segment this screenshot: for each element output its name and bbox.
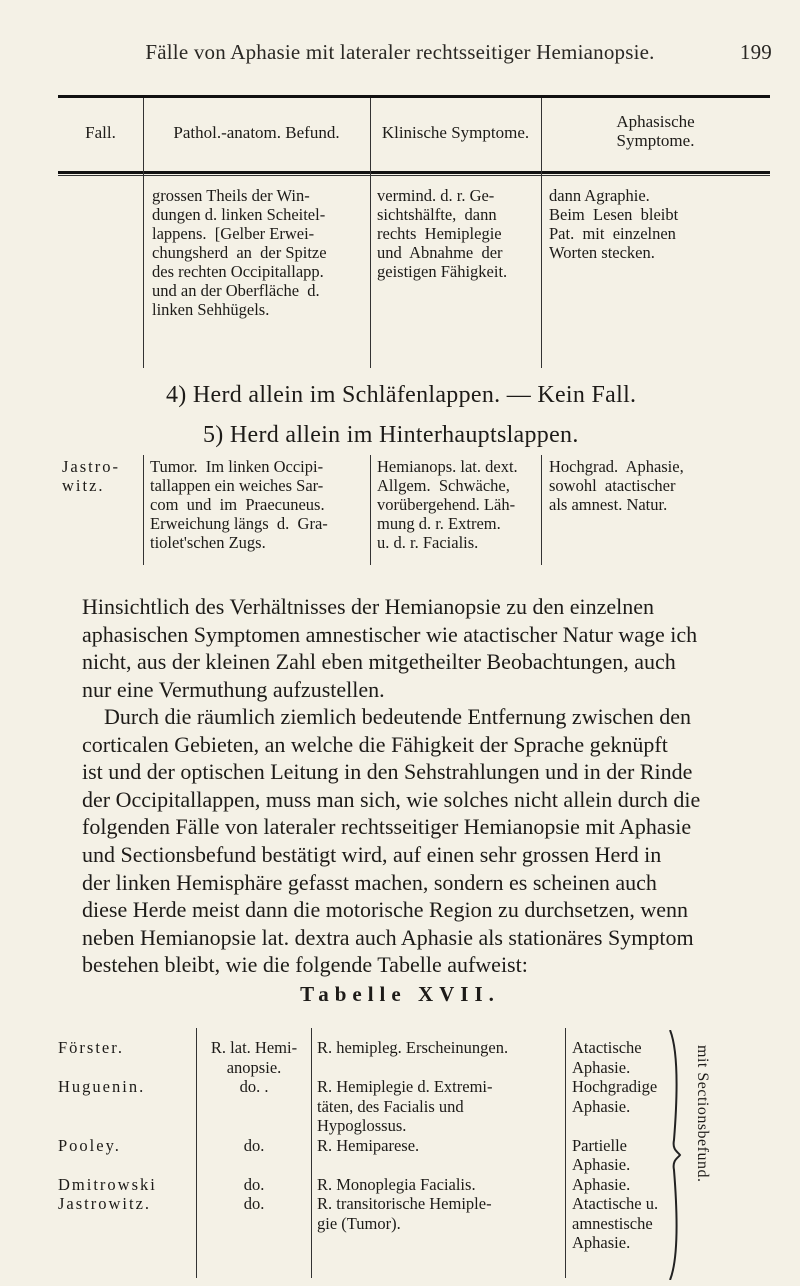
table2-names: Förster. Huguenin. Pooley. Dmitrowski Jastrowitz. [58, 1038, 157, 1213]
row2-aphasisch: Hochgrad. Aphasie, sowohl atactischer als amnest. Natur. [549, 457, 684, 514]
row2-klinisch: Hemianops. lat. dext. Allgem. Schwäche, vorübergehend. Läh- mung d. r. Extrem. u. d. r. Facialis. [377, 457, 518, 552]
column-divider [370, 455, 371, 565]
row1-befund: grossen Theils der Win- dungen d. linken Scheitel- lappens. [Gelber Erwei- chungsherd an der Spitze des rechten Occipitallapp. und an der Oberfläche d. linken Sehhügels. [152, 186, 327, 319]
table2-hemianopsie: R. lat. Hemi- anopsie. do. . do. do. do. [210, 1038, 298, 1213]
row2-fall: Jastro- witz. [62, 457, 120, 495]
table2-aphasia: Atactische Aphasie. Hochgradige Aphasie. Partielle Aphasie. Aphasie. Atactische u. amnestische Aphasie. [572, 1038, 659, 1252]
row1-klinisch: vermind. d. r. Ge- sichtshälfte, dann rechts Hemiplegie und Abnahme der geistigen Fähigkeit. [377, 186, 508, 281]
table-header-rule [58, 171, 770, 174]
column-header-aphasisch: Aphasische Symptome. [616, 112, 695, 150]
section-5-heading: 5) Herd allein im Hinterhauptslappen. [203, 422, 579, 448]
side-note: mit Sectionsbefund. [694, 1045, 711, 1183]
table-header-rule-thin [58, 175, 770, 176]
column-header-fall: Fall. [85, 123, 116, 142]
column-divider [143, 455, 144, 565]
table-title: Tabelle XVII. [300, 982, 500, 1006]
column-divider [196, 1028, 197, 1278]
paragraph-1: Hinsichtlich des Verhältnisses der Hemianopsie zu den einzelnen aphasischen Symptomen amnestischer wie atactischer Natur wage ich nicht, aus der kleinen Zahl eben mitgetheilter Beobachtungen, auch nur eine Vermuthung aufzustellen. [82, 594, 698, 702]
row2-befund: Tumor. Im linken Occipi- tallappen ein weiches Sar- com und im Praecuneus. Erweichung längs d. Gra- tiolet'schen Zugs. [150, 457, 328, 552]
running-title: Fälle von Aphasie mit lateraler rechtsseitiger Hemianopsie. [145, 40, 655, 64]
paragraph-2: Durch die räumlich ziemlich bedeutende Entfernung zwischen den corticalen Gebieten, an welche die Fähigkeit der Sprache geknüpft ist und der optischen Leitung in den Sehstrahlungen und in der Rinde der Occipitallappen, muss man sich, wie solches nicht allein durch die folgenden Fälle von lateraler rechtsseitiger Hemianopsie mit Aphasie und Sectionsbefund bestätigt wird, auf einen sehr grossen Herd in der linken Hemisphäre gefasst machen, sondern es scheinen auch diese Herde meist dann die motorische Region zu durchsetzen, wenn neben Hemianopsie lat. dextra auch Aphasie als stationäres Symptom bestehen bleibt, wie die folgende Tabelle aufweist: [82, 704, 701, 978]
column-divider [541, 455, 542, 565]
running-header [0, 40, 800, 65]
section-4-heading: 4) Herd allein im Schläfenlappen. — Kein Fall. [166, 382, 637, 408]
column-header-klinisch: Klinische Symptome. [381, 123, 530, 142]
brace [668, 1030, 682, 1280]
page-number: 199 [739, 40, 772, 64]
column-header-befund: Pathol.-anatom. Befund. [173, 123, 340, 142]
table2-paralysis: R. hemipleg. Erscheinungen. R. Hemiplegie d. Extremi- täten, des Facialis und Hypoglossus. R. Hemiparese. R. Monoplegia Facialis. R. transitorische Hemiple- gie (Tumor). [317, 1038, 509, 1233]
row1-aphasisch: dann Agraphie. Beim Lesen bleibt Pat. mit einzelnen Worten stecken. [549, 186, 679, 262]
table-top-rule [58, 95, 770, 98]
column-divider [311, 1028, 312, 1278]
column-divider [565, 1028, 566, 1278]
brace-shape [668, 1030, 682, 1280]
